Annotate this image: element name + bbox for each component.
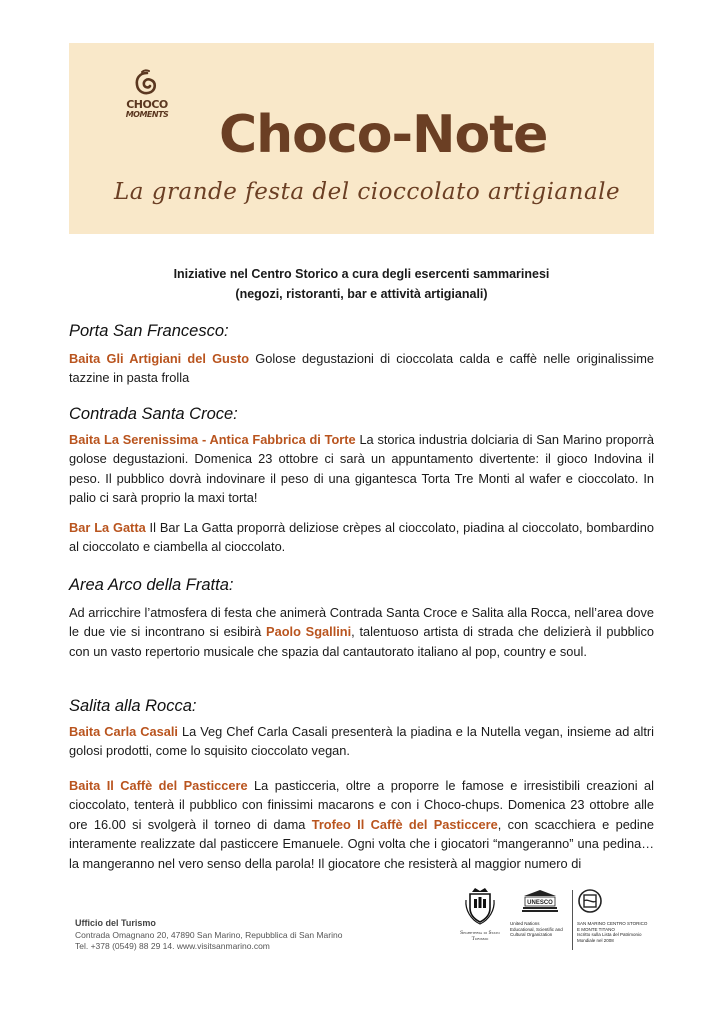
unesco-caption-line: United Nations (510, 921, 540, 926)
venue-name: Baita La Serenissima - Antica Fabbrica di Torte (69, 432, 356, 447)
venue-name: Bar La Gatta (69, 520, 146, 535)
emblem-caption: Turismo (471, 936, 489, 942)
banner-title: Choco-Note (219, 105, 548, 165)
paragraph-carla-casali (69, 722, 654, 761)
paragraph-caffe-del-pasticcere (69, 776, 654, 873)
whs-caption-line: Iscritto sulla Lista del Patrimonio Mondiale nel 2008 (577, 932, 642, 943)
unesco-caption-line: Educational, Scientific and (510, 926, 563, 932)
paragraph-serenissima (69, 430, 654, 508)
paragraph-text: , talentuoso artista di strada che delizierà il pubblico con un vasto repertorio musicale che spazia dal cantautorato italiano al pop, country e soul. (69, 624, 655, 659)
world-heritage-icon (577, 888, 603, 914)
emblem-caption: Segreteria di Stato (460, 931, 500, 936)
venue-description: La Veg Chef Carla Casali presenterà la piadina e la Nutella vegan, insieme ad altri golosi prodotti, come lo squisito cioccolato vegan. (69, 724, 654, 759)
venue-name: Baita Carla Casali (69, 724, 178, 739)
intro-heading (69, 264, 654, 304)
section-title-arco-della-fratta: Area Arco della Fratta: (69, 576, 234, 594)
world-heritage-caption (577, 921, 657, 943)
world-heritage-logo (577, 888, 657, 943)
footer-contact-block (75, 918, 405, 953)
intro-line-1: Iniziative nel Centro Storico a cura degli esercenti sammarinesi (173, 267, 550, 281)
venue-name: Baita Gli Artigiani del Gusto (69, 351, 250, 366)
unesco-caption-line: Cultural Organization (510, 932, 553, 937)
section-title-contrada-santa-croce: Contrada Santa Croce: (69, 405, 238, 423)
trophy-name: Trofeo Il Caffè del Pasticcere (311, 816, 498, 832)
whs-caption-line: SAN MARINO CENTRO STORICO (577, 921, 648, 926)
swirl-icon (132, 69, 162, 99)
footer-divider (572, 890, 573, 950)
choco-moments-logo (117, 69, 177, 119)
logo-subtext: MOMENTS (125, 110, 169, 119)
office-address: Contrada Omagnano 20, 47890 San Marino, Repubblica di San Marino (75, 929, 343, 940)
unesco-logo (510, 888, 570, 938)
venue-description: , con scacchiera e pedine interamente realizzate dal pasticcere Emanuele. Ogni volta che i giocatori “mangeranno” una pedina…la mangeranno nel vero senso della parola! Il giocatore che resisterà al maggior numero di (69, 816, 654, 871)
artist-name: Paolo Sgallini (266, 624, 352, 640)
venue-description: La pasticceria, oltre a proporre le famose e irresistibili creazioni al cioccolato, tenterà il pubblico con finissimi macarons e con i Choco-chups. Domenica 23 ottobre alle ore 16.00 si svolgerà il torneo di dama (69, 778, 654, 832)
coat-of-arms-icon (463, 886, 497, 926)
office-contact: Tel. +378 (0549) 88 29 14. www.visitsanmarino.com (75, 941, 270, 951)
paragraph-paolo-sgallini (69, 603, 654, 661)
intro-line-2: (negozi, ristoranti, bar e attività artigianali) (235, 287, 488, 301)
paragraph-bar-la-gatta (69, 518, 654, 557)
banner-subtitle: La grande festa del cioccolato artigianale (114, 179, 621, 205)
venue-name: Baita Il Caffè del Pasticcere (69, 778, 248, 793)
section-title-salita-alla-rocca: Salita alla Rocca: (69, 697, 197, 715)
paragraph-artigiani-del-gusto (69, 349, 654, 388)
san-marino-emblem (456, 886, 504, 942)
svg-text:UNESCO: UNESCO (527, 900, 553, 906)
unesco-temple-icon (520, 888, 560, 914)
logo-text: CHOCO (126, 98, 168, 111)
office-name: Ufficio del Turismo (75, 918, 156, 928)
whs-caption-line: E MONTE TITANO (577, 926, 615, 932)
section-title-porta-san-francesco: Porta San Francesco: (69, 322, 229, 340)
paragraph-text: Ad arricchire l’atmosfera di festa che animerà Contrada Santa Croce e Salita alla Rocca, nell’area dove le due vie si incontrano si esibirà (69, 605, 654, 640)
venue-description: Golose degustazioni di cioccolata calda e caffè nelle originalissime tazzine in pasta frolla (69, 351, 654, 386)
header-banner (69, 43, 654, 234)
venue-description: Il Bar La Gatta proporrà deliziose crèpes al cioccolato, piadina al cioccolato, bombardino al cioccolato e ciambella al cioccolato. (69, 520, 654, 555)
venue-description: La storica industria dolciaria di San Marino proporrà golose degustazioni. Domenica 23 ottobre ci sarà un appuntamento divertente: il gioco Indovina il peso. Il pubblico dovrà indovinare il peso di una gigantesca Torta Tre Monti al wafer e cioccolato. In palio ci sarà proprio la maxi torta! (69, 432, 654, 506)
unesco-caption (510, 921, 570, 938)
